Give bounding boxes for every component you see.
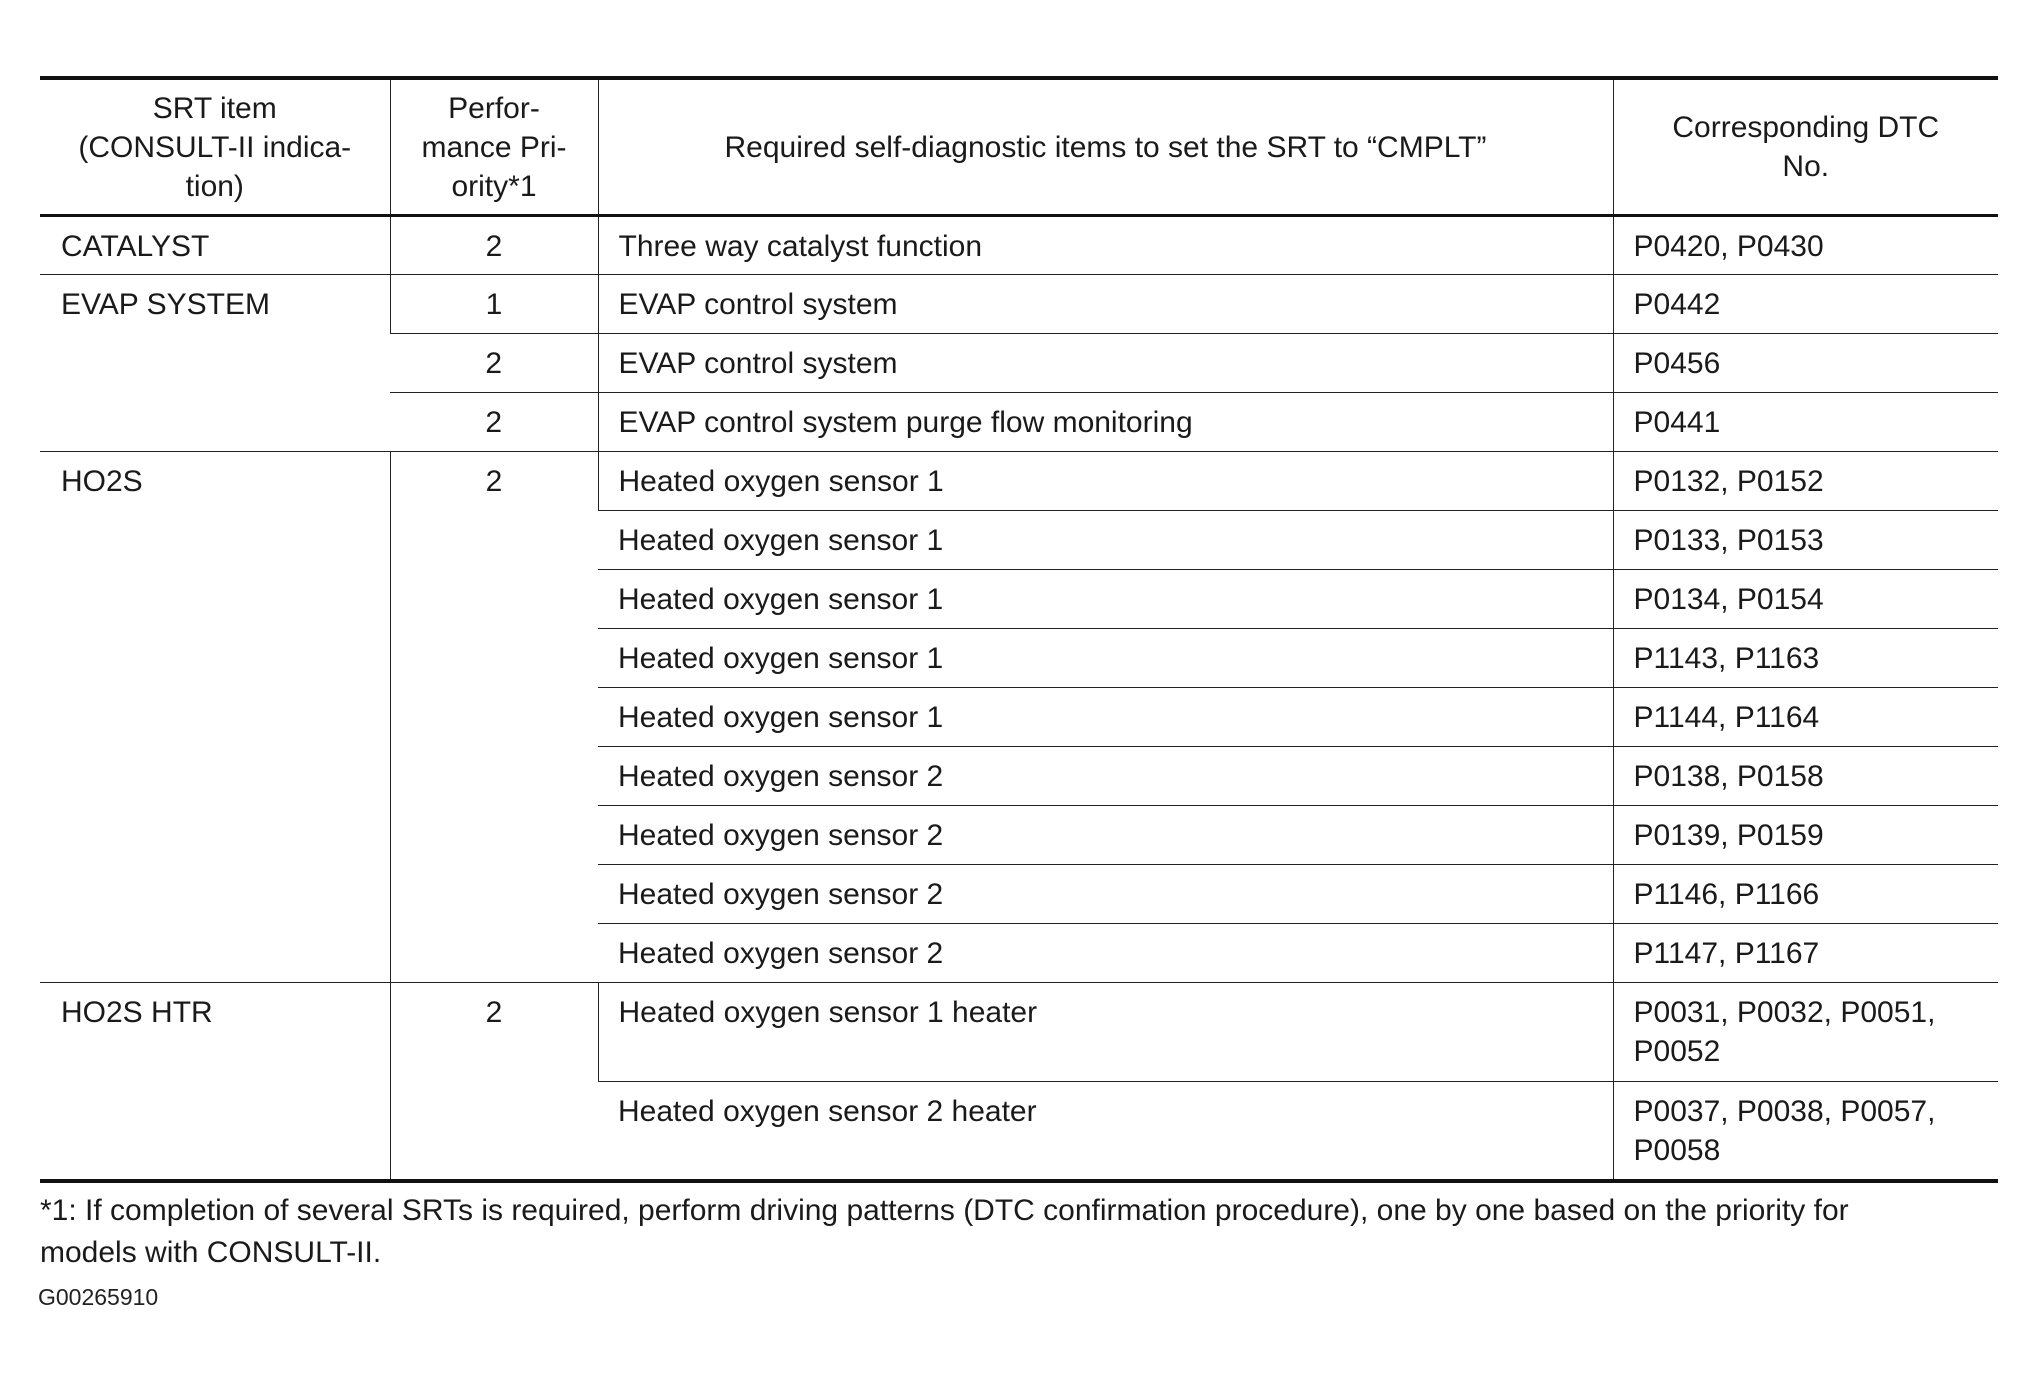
- dtc-cell: P1143, P1163: [1613, 629, 1998, 688]
- dtc-line: P0037, P0038, P0057,: [1633, 1095, 1936, 1128]
- srt-table: [40, 76, 1998, 1183]
- priority-cell: 2: [485, 347, 503, 380]
- header-srt-item-line: SRT item: [152, 91, 277, 125]
- dtc-cell: P0420, P0430: [1613, 216, 1998, 275]
- dtc-cell: P0442: [1613, 275, 1998, 334]
- header-dtc: [1613, 78, 1998, 216]
- diagnostic-item-cell: Heated oxygen sensor 2 heater: [618, 1095, 1037, 1128]
- footnote-line: *1: If completion of several SRTs is required, perform driving patterns (DTC confirmation procedure), one by one based on the priority for: [40, 1194, 1849, 1227]
- dtc-cell: P1147, P1167: [1613, 924, 1998, 983]
- diagnostic-item-cell: Heated oxygen sensor 2: [618, 878, 944, 911]
- srt-table-document: [40, 76, 1998, 1183]
- diagnostic-item-cell: EVAP control system: [598, 334, 1613, 393]
- header-priority-line: ority*1: [451, 169, 537, 203]
- dtc-cell: P0138, P0158: [1613, 747, 1998, 806]
- header-srt-item-line: tion): [185, 169, 244, 203]
- diagnostic-item-cell: Heated oxygen sensor 1: [618, 583, 944, 616]
- header-priority: [390, 78, 598, 216]
- diagnostic-item-cell: Heated oxygen sensor 1 heater: [598, 983, 1613, 1082]
- priority-cell: 2: [390, 216, 598, 275]
- table-row: [40, 452, 1998, 511]
- dtc-line: P0052: [1633, 1035, 1721, 1068]
- header-row: [40, 78, 1998, 216]
- diagnostic-item-cell: Heated oxygen sensor 2: [618, 760, 944, 793]
- diagnostic-item-cell: EVAP control system: [598, 275, 1613, 334]
- dtc-cell: P0134, P0154: [1613, 570, 1998, 629]
- diagnostic-item-cell: Heated oxygen sensor 1: [618, 642, 944, 675]
- dtc-cell: P0441: [1613, 393, 1998, 452]
- dtc-cell: P0456: [1613, 334, 1998, 393]
- dtc-cell: [1613, 1082, 1998, 1181]
- diagnostic-item-cell: EVAP control system purge flow monitoring: [598, 393, 1613, 452]
- header-priority-line: mance Pri-: [421, 130, 567, 164]
- diagnostic-item-cell: Heated oxygen sensor 1: [598, 452, 1613, 511]
- footnote: [40, 1190, 2010, 1274]
- srt-item-cell: EVAP SYSTEM: [61, 288, 270, 321]
- srt-item-cell: CATALYST: [61, 230, 210, 263]
- dtc-cell: P0133, P0153: [1613, 511, 1998, 570]
- dtc-cell: P0139, P0159: [1613, 806, 1998, 865]
- header-priority-line: Perfor-: [448, 91, 540, 125]
- diagnostic-item-cell: Heated oxygen sensor 1: [618, 524, 944, 557]
- table-row: [40, 275, 1998, 334]
- diagnostic-item-cell: Heated oxygen sensor 2: [618, 819, 944, 852]
- dtc-cell: P0132, P0152: [1613, 452, 1998, 511]
- header-srt-item: [40, 78, 390, 216]
- srt-item-cell: HO2S: [61, 465, 143, 498]
- diagnostic-item-cell: Three way catalyst function: [598, 216, 1613, 275]
- priority-cell: 2: [485, 406, 503, 439]
- priority-cell: 1: [390, 275, 598, 334]
- footnote-line: models with CONSULT-II.: [40, 1236, 382, 1269]
- priority-cell: 2: [390, 452, 598, 983]
- dtc-cell: P1146, P1166: [1613, 865, 1998, 924]
- figure-id: G00265910: [38, 1284, 159, 1310]
- dtc-line: P0058: [1633, 1134, 1721, 1167]
- header-dtc-line: No.: [1782, 150, 1830, 183]
- dtc-cell: [1613, 983, 1998, 1082]
- table-row: [40, 216, 1998, 275]
- dtc-line: P0031, P0032, P0051,: [1633, 996, 1936, 1029]
- srt-item-cell: HO2S HTR: [61, 996, 213, 1029]
- diagnostic-item-cell: Heated oxygen sensor 2: [618, 937, 944, 970]
- table-row: [40, 983, 1998, 1082]
- header-required-items: Required self-diagnostic items to set the SRT to “CMPLT”: [598, 78, 1613, 216]
- priority-cell: 2: [390, 983, 598, 1181]
- diagnostic-item-cell: Heated oxygen sensor 1: [618, 701, 944, 734]
- header-dtc-line: Corresponding DTC: [1672, 111, 1940, 144]
- header-srt-item-line: (CONSULT-II indica-: [78, 130, 352, 164]
- dtc-cell: P1144, P1164: [1613, 688, 1998, 747]
